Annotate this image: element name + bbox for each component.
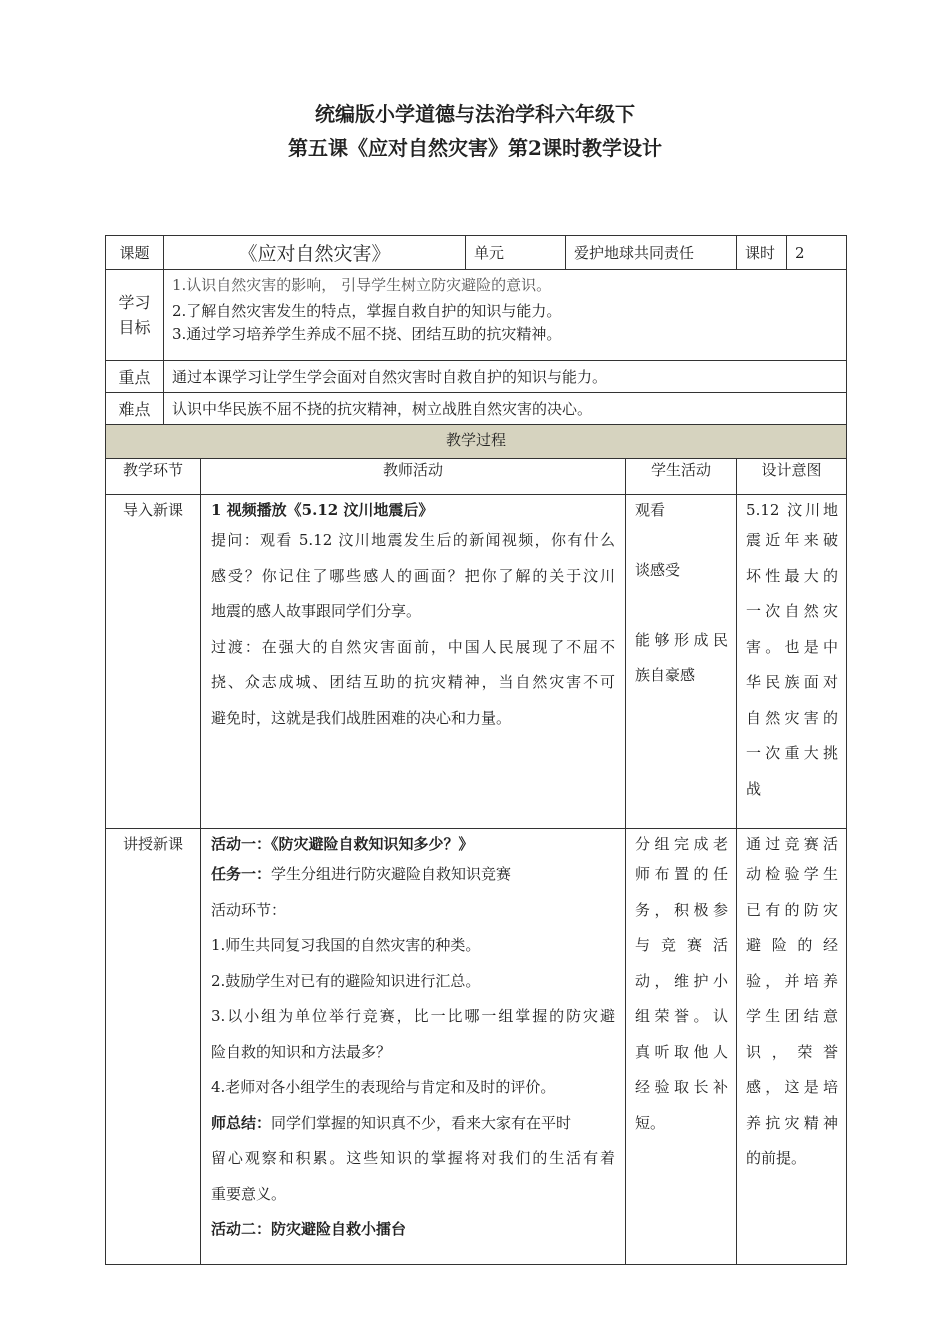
intent-text-line: 动检验学生 xyxy=(746,865,839,883)
task1-text: 学生分组进行防灾避险自救知识竞赛 xyxy=(271,865,512,883)
goal-item: 3.通过学习培养学生养成不屈不挠、团结互助的抗灾精神。 xyxy=(172,325,562,343)
intent-text-line: 害。也是中 xyxy=(746,637,839,656)
key-point-row xyxy=(106,361,847,393)
intent-text-line: 华民族面对 xyxy=(746,673,839,691)
unit-label: 单元 xyxy=(466,236,566,270)
intent-text-line: 5.12 汶川地 xyxy=(746,501,839,519)
step-line: 3.以小组为单位举行竞赛，比一比哪一组掌握的防灾避 xyxy=(211,1007,616,1025)
step-line: 1.师生共同复习我国的自然灾害的种类。 xyxy=(211,936,481,954)
intent-text-line: 避险的经 xyxy=(746,936,839,954)
intent-text-line: 养抗灾精神 xyxy=(746,1113,839,1132)
table-row xyxy=(106,495,847,829)
step-line: 2.鼓励学生对已有的避险知识进行汇总。 xyxy=(211,971,481,990)
intent-text-line: 验，并培养 xyxy=(746,971,839,990)
student-text-line: 师布置的任 xyxy=(635,865,729,883)
difficulty-row xyxy=(106,393,847,425)
goals-label-line2: 目标 xyxy=(118,318,151,337)
teacher-text-line: 避免时，这就是我们战胜困难的决心和力量。 xyxy=(211,708,512,727)
topic-label: 课题 xyxy=(106,236,164,270)
teacher-text-line: 过渡：在强大的自然灾害面前，中国人民展现了不屈不 xyxy=(211,637,616,656)
task1-label: 任务一： xyxy=(211,865,272,883)
student-text-line: 分组完成老 xyxy=(635,835,729,853)
topic-value: 《应对自然灾害》 xyxy=(164,236,466,270)
summary-text-line: 重要意义。 xyxy=(211,1184,287,1203)
step-line: 4.老师对各小组学生的表现给与肯定和及时的评价。 xyxy=(211,1078,556,1096)
stage-cell: 讲授新课 xyxy=(106,829,201,1265)
intent-text-line: 一次重大挑 xyxy=(746,744,839,762)
teacher-text-line: 地震的感人故事跟同学们分享。 xyxy=(211,602,422,620)
student-text-line: 短。 xyxy=(635,1113,666,1132)
goals-label xyxy=(106,270,164,361)
column-header-intent: 设计意图 xyxy=(737,459,847,495)
teacher-activity-cell xyxy=(201,829,626,1265)
design-intent-cell xyxy=(737,495,847,829)
column-header-student: 学生活动 xyxy=(626,459,737,495)
key-point-text: 通过本课学习让学生学会面对自然灾害时自救自护的知识与能力。 xyxy=(164,361,847,393)
summary-text-line: 留心观察和积累。这些知识的掌握将对我们的生活有着 xyxy=(211,1149,616,1167)
steps-label: 活动环节： xyxy=(211,900,287,919)
table-row xyxy=(106,829,847,1265)
goals-label-line1: 学习 xyxy=(118,293,151,312)
intent-text-line: 学生团结意 xyxy=(746,1007,839,1025)
intent-text-line: 坏性最大的 xyxy=(746,566,839,585)
summary-label: 师总结： xyxy=(211,1113,272,1132)
student-text-line: 组荣誉。认 xyxy=(635,1007,729,1025)
student-text-line: 与竞赛活 xyxy=(635,936,729,954)
goal-item: 2.了解自然灾害发生的特点，掌握自救自护的知识与能力。 xyxy=(172,302,562,320)
teacher-activity-cell xyxy=(201,495,626,829)
column-header-row xyxy=(106,459,847,495)
design-intent-cell xyxy=(737,829,847,1265)
column-header-teacher: 教师活动 xyxy=(201,459,626,495)
student-text-line: 真听取他人 xyxy=(635,1042,729,1061)
document-title-line1: 统编版小学道德与法治学科六年级下 xyxy=(315,102,635,126)
student-text-line: 谈感受 xyxy=(635,561,681,579)
key-point-label: 重点 xyxy=(106,361,164,393)
intent-text-line: 感，这是培 xyxy=(746,1078,839,1096)
stage-cell: 导入新课 xyxy=(106,495,201,829)
activity1-label: 活动一： xyxy=(211,835,272,853)
student-text-line: 务，积极参 xyxy=(635,900,729,919)
difficulty-text: 认识中华民族不屈不挠的抗灾精神，树立战胜自然灾害的决心。 xyxy=(164,393,847,425)
student-text-line: 观看 xyxy=(635,501,666,519)
goals-row xyxy=(106,270,847,361)
student-text-line: 能够形成民 xyxy=(635,630,729,649)
student-activity-cell xyxy=(626,495,737,829)
student-text-line: 动，维护小 xyxy=(635,971,729,990)
student-activity-cell xyxy=(626,829,737,1265)
summary-text: 同学们掌握的知识真不少，看来大家有在平时 xyxy=(271,1113,572,1132)
difficulty-label: 难点 xyxy=(106,393,164,425)
activity1-title: 《防灾避险自救知识知多少？》 xyxy=(271,835,474,853)
intent-text-line: 震近年来破 xyxy=(746,531,839,549)
intent-text-line: 战 xyxy=(746,779,762,798)
student-text-line: 经验取长补 xyxy=(635,1078,729,1096)
goals-list xyxy=(164,270,847,361)
lesson-plan-table xyxy=(105,235,847,1265)
student-text-line: 族自豪感 xyxy=(635,666,696,684)
step-line: 险自救的知识和方法最多？ xyxy=(211,1042,392,1061)
topic-row xyxy=(106,236,847,270)
intent-text-line: 通过竞赛活 xyxy=(746,835,839,853)
process-title: 教学过程 xyxy=(106,425,847,459)
intent-text-line: 一次自然灾 xyxy=(746,602,839,620)
intent-text-line: 自然灾害的 xyxy=(746,708,839,727)
column-header-stage: 教学环节 xyxy=(106,459,201,495)
intent-text-line: 已有的防灾 xyxy=(746,900,839,919)
teacher-text-line: 挠、众志成城、团结互助的抗灾精神，当自然灾害不可 xyxy=(211,673,616,691)
period-value: 2 xyxy=(787,236,847,270)
teacher-text-line: 提问：观看 5.12 汶川地震发生后的新闻视频，你有什么 xyxy=(211,531,616,549)
intent-text-line: 的前提。 xyxy=(746,1149,807,1167)
unit-value: 爱护地球共同责任 xyxy=(566,236,737,270)
teacher-text-line: 感受？你记住了哪些感人的画面？把你了解的关于汶川 xyxy=(211,566,616,585)
intent-text-line: 识，荣誉 xyxy=(746,1042,839,1061)
document-title-line2: 第五课《应对自然灾害》第2课时教学设计 xyxy=(288,136,662,160)
period-label: 课时 xyxy=(737,236,787,270)
activity-heading: 1 视频播放《5.12 汶川地震后》 xyxy=(211,501,434,519)
activity2-title: 活动二：防灾避险自救小擂台 xyxy=(211,1220,407,1238)
goal-item: 1.认识自然灾害的影响， 引导学生树立防灾避险的意识。 xyxy=(172,276,552,294)
process-title-row xyxy=(106,425,847,459)
